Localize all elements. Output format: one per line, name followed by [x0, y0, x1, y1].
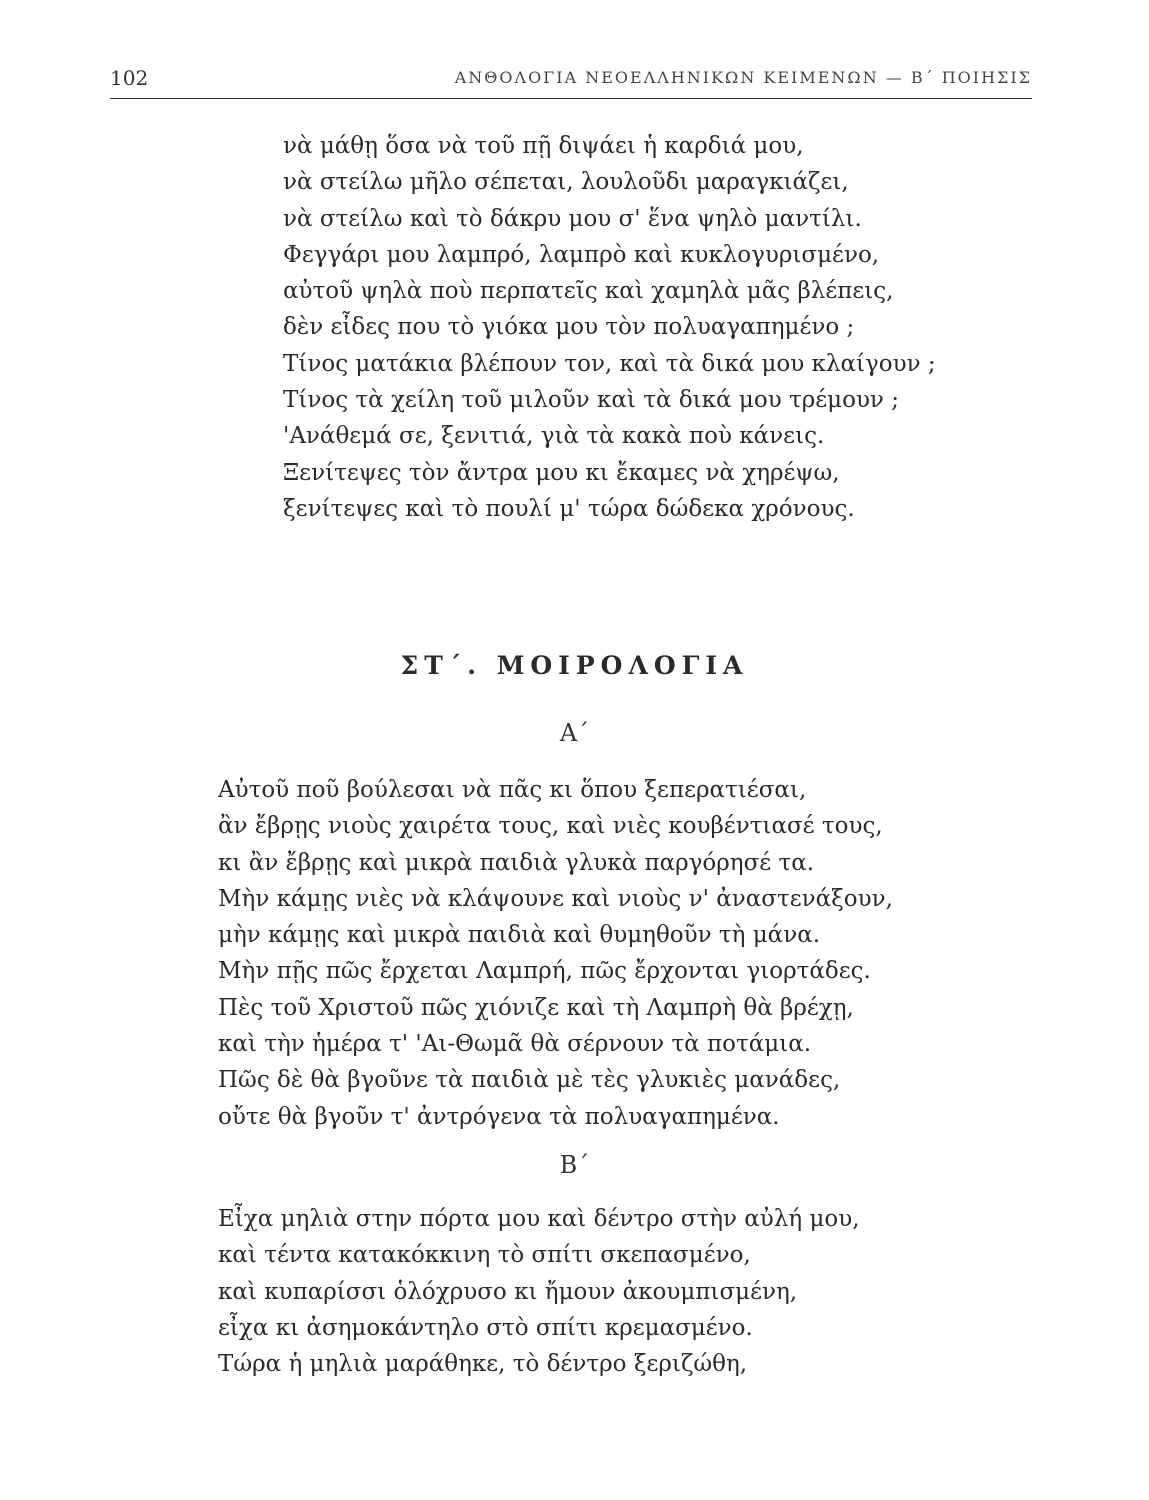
verse-line: νὰ μάθῃ ὅσα νὰ τοῦ πῇ διψάει ἡ καρδιά μου,	[283, 133, 804, 159]
verse-line: ἂν ἔβρῃς νιοὺς χαιρέτα τους, καὶ νιὲς κουβέντιασέ τους,	[218, 813, 883, 840]
verse-line: δὲν εἶδες που τὸ γιόκα μου τὸν πολυαγαπημένο ;	[283, 314, 855, 341]
poem-a-heading: Α΄	[559, 719, 590, 747]
verse-line: μὴν κάμῃς καὶ μικρὰ παιδιὰ καὶ θυμηθοῦν τὴ μάνα.	[218, 922, 821, 949]
section-title: ΣΤ΄. ΜΟΙΡΟΛΟΓΙΑ	[400, 651, 749, 680]
page-number: 102	[110, 66, 149, 90]
top-stanza	[283, 128, 936, 527]
verse-line: Τίνος τὰ χείλη τοῦ μιλοῦν καὶ τὰ δικά μου τρέμουν ;	[283, 387, 899, 414]
page-header	[110, 64, 1032, 99]
running-head: ΑΝΘΟΛΟΓΙΑ ΝΕΟΕΛΛΗΝΙΚΩΝ ΚΕΙΜΕΝΩΝ — Β΄ ΠΟΙΗΣΙΣ	[454, 68, 1032, 87]
verse-line: οὔτε θὰ βγοῦν τ' ἀντρόγενα τὰ πολυαγαπημένα.	[218, 1103, 780, 1130]
verse-line: Τώρα ἡ μηλιὰ μαράθηκε, τὸ δέντρο ξεριζώθη,	[218, 1351, 748, 1378]
verse-line: Πῶς δὲ θὰ βγοῦνε τὰ παιδιὰ μὲ τὲς γλυκιὲς μανάδες,	[218, 1067, 841, 1094]
poem-b	[218, 1201, 860, 1382]
poem-a	[218, 772, 893, 1135]
verse-line: εἶχα κι ἀσημοκάντηλο στὸ σπίτι κρεμασμένο.	[218, 1314, 753, 1341]
verse-line: Εἶχα μηλιὰ στην πόρτα μου καὶ δέντρο στὴν αὐλή μου,	[218, 1206, 860, 1232]
verse-line: καὶ τὴν ἡμέρα τ' 'Αι-Θωμᾶ θὰ σέρνουν τὰ ποτάμια.	[218, 1031, 812, 1058]
verse-line: Ξενίτεψες τὸν ἄντρα μου κι ἔκαμες νὰ χηρέψω,	[283, 459, 840, 486]
verse-line: αὐτοῦ ψηλὰ ποὺ περπατεῖς καὶ χαμηλὰ μᾶς βλέπεις,	[283, 278, 894, 305]
verse-line: κι ἂν ἔβρῃς καὶ μικρὰ παιδιὰ γλυκὰ παργόρησέ τα.	[218, 849, 815, 876]
verse-line: Φεγγάρι μου λαμπρό, λαμπρὸ καὶ κυκλογυρισμένο,	[283, 241, 880, 268]
verse-line: νὰ στείλω μῆλο σέπεται, λουλοῦδι μαραγκιάζει,	[283, 169, 849, 196]
poem-b-heading: Β΄	[559, 1151, 590, 1179]
verse-line: Μὴν κάμῃς νιὲς νὰ κλάψουνε καὶ νιοὺς ν' ἀναστενάξουν,	[218, 885, 893, 912]
verse-line: καὶ τέντα κατακόκκινη τὸ σπίτι σκεπασμένο,	[218, 1242, 751, 1269]
verse-line: ξενίτεψες καὶ τὸ πουλί μ' τώρα δώδεκα χρόνους.	[283, 495, 855, 522]
verse-line: καὶ κυπαρίσσι ὁλόχρυσο κι ἤμουν ἀκουμπισμένη,	[218, 1278, 798, 1305]
verse-line: Μὴν πῇς πῶς ἔρχεται Λαμπρή, πῶς ἔρχονται γιορτάδες.	[218, 958, 871, 985]
verse-line: Αὐτοῦ ποῦ βούλεσαι νὰ πᾶς κι ὅπου ξεπερατιέσαι,	[218, 777, 807, 803]
verse-line: Τίνος ματάκια βλέπουν τον, καὶ τὰ δικά μου κλαίγουν ;	[283, 350, 936, 377]
verse-line: Πὲς τοῦ Χριστοῦ πῶς χιόνιζε καὶ τὴ Λαμπρὴ θὰ βρέχῃ,	[218, 994, 854, 1021]
verse-line: 'Ανάθεμά σε, ξενιτιά, γιὰ τὰ κακὰ ποὺ κάνεις.	[283, 423, 825, 450]
verse-line: νὰ στείλω καὶ τὸ δάκρυ μου σ' ἕνα ψηλὸ μαντίλι.	[283, 205, 862, 232]
